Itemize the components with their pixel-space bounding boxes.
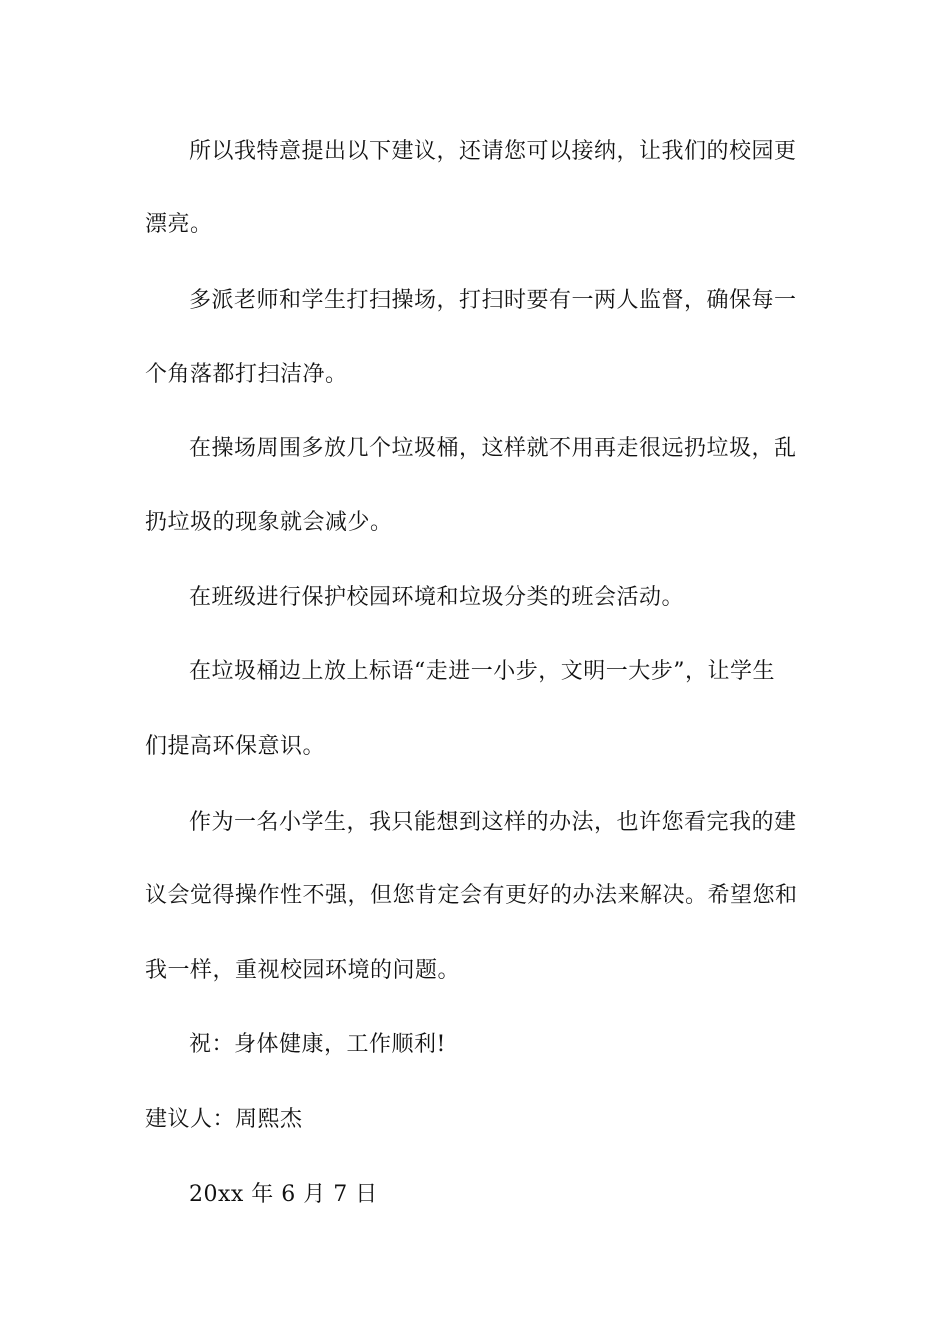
paragraph-6-line-3: 我一样，重视校园环境的问题。 [145, 958, 461, 983]
paragraph-1-line-1: 所以我特意提出以下建议，还请您可以接纳，让我们的校园更 [189, 139, 797, 164]
signature-line: 建议人：周熙杰 [145, 1107, 303, 1132]
paragraph-4-line-1: 在班级进行保护校园环境和垃圾分类的班会活动。 [189, 585, 685, 610]
paragraph-5-line-2: 们提高环保意识。 [145, 734, 326, 759]
paragraph-3-line-2: 扔垃圾的现象就会减少。 [145, 510, 393, 535]
paragraph-3-line-1: 在操场周围多放几个垃圾桶，这样就不用再走很远扔垃圾，乱 [189, 436, 797, 461]
date-line: 20xx 年 6 月 7 日 [189, 1182, 378, 1207]
paragraph-2-line-1: 多派老师和学生打扫操场，打扫时要有一两人监督，确保每一 [189, 288, 797, 313]
paragraph-1-line-2: 漂亮。 [145, 212, 213, 237]
paragraph-5-line-1: 在垃圾桶边上放上标语“走进一小步，文明一大步”，让学生 [189, 659, 775, 684]
paragraph-6-line-1: 作为一名小学生，我只能想到这样的办法，也许您看完我的建 [189, 810, 797, 835]
paragraph-6-line-2: 议会觉得操作性不强，但您肯定会有更好的办法来解决。希望您和 [145, 883, 798, 908]
closing-wish: 祝：身体健康，工作顺利! [189, 1032, 446, 1057]
paragraph-2-line-2: 个角落都打扫洁净。 [145, 362, 348, 387]
